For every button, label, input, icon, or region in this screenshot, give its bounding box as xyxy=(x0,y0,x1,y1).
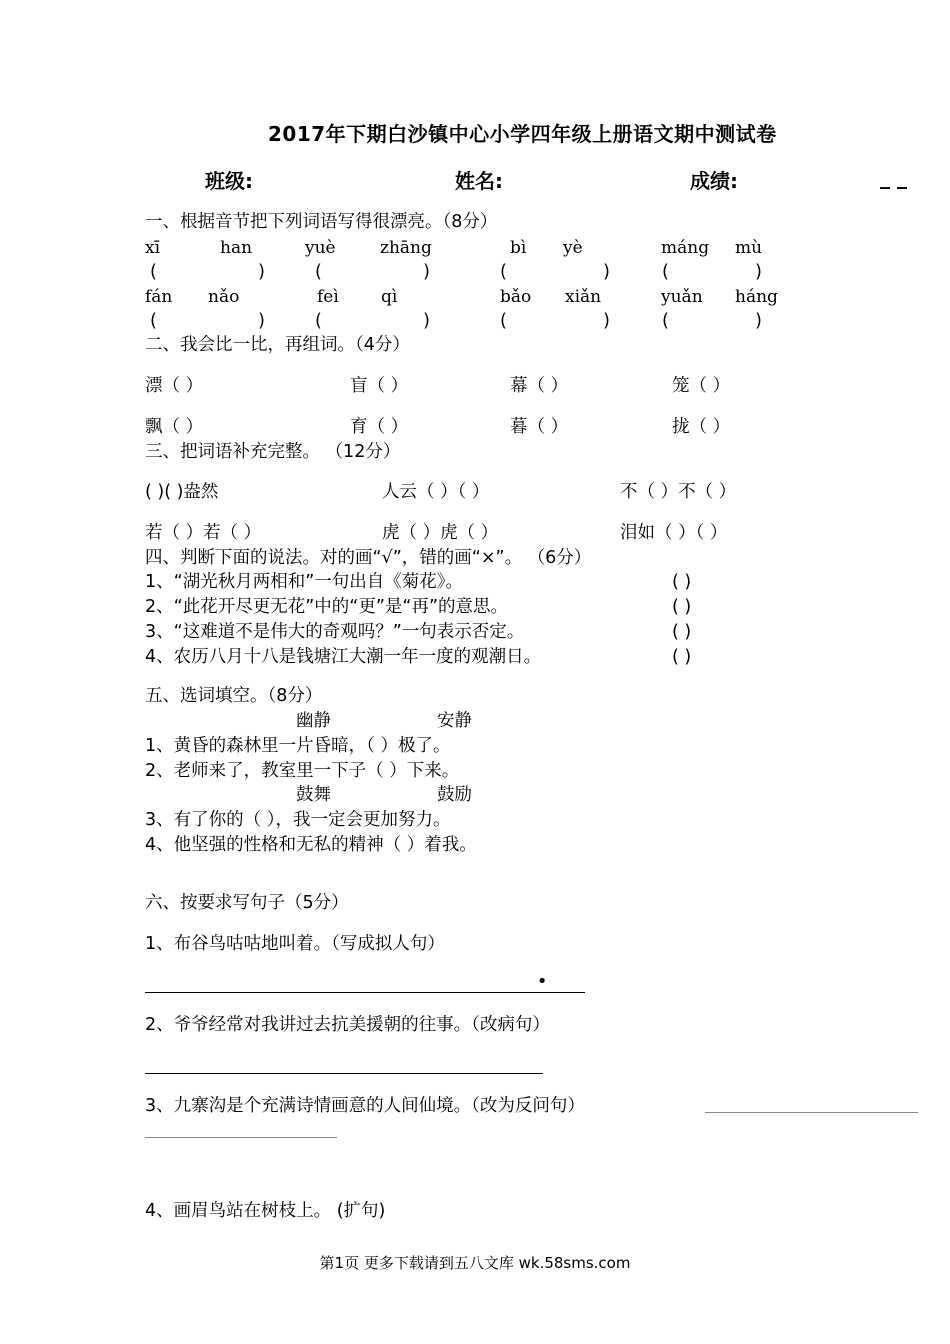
judgement-blank[interactable]: ( ) xyxy=(672,622,692,642)
pinyin: qì xyxy=(381,287,398,307)
fill-item[interactable]: 4、他坚强的性格和无私的精神（ ）着我。 xyxy=(145,835,477,855)
answer-blank[interactable]: ( ) xyxy=(662,311,762,331)
judgement-blank[interactable]: ( ) xyxy=(672,647,692,667)
judgement-item: 4、农历八月十八是钱塘江大潮一年一度的观潮日。 xyxy=(145,647,542,667)
answer-blank[interactable]: ( ) xyxy=(662,262,762,282)
pinyin: zhāng xyxy=(380,238,432,258)
answer-line[interactable] xyxy=(145,1137,337,1138)
char-compare[interactable]: 漂（ ） xyxy=(145,376,204,396)
section-6-title: 六、按要求写句子（5分） xyxy=(145,893,349,913)
answer-line[interactable] xyxy=(145,1073,543,1074)
char-compare[interactable]: 笼（ ） xyxy=(672,376,731,396)
rewrite-item: 1、布谷鸟咕咕地叫着。（写成拟人句） xyxy=(145,934,445,954)
idiom-blank[interactable]: 虎（ ）虎（ ） xyxy=(382,523,499,543)
pinyin: xiǎn xyxy=(565,287,602,307)
char-compare[interactable]: 育（ ） xyxy=(350,417,409,437)
idiom-blank[interactable]: 泪如（ ）（ ） xyxy=(620,523,728,543)
char-compare[interactable]: 飘（ ） xyxy=(145,417,204,437)
section-4-title: 四、判断下面的说法。对的画“√”，错的画“×”。 （6分） xyxy=(145,548,592,568)
answer-line[interactable] xyxy=(145,992,585,993)
pinyin: xī xyxy=(145,238,161,258)
header-dash: _ _ xyxy=(880,165,907,189)
answer-blank[interactable]: ( ) xyxy=(315,311,430,331)
pinyin: máng xyxy=(661,238,710,258)
idiom-blank[interactable]: 不（ ）不（ ） xyxy=(620,482,737,502)
fill-item[interactable]: 1、黄昏的森林里一片昏暗，（ ）极了。 xyxy=(145,736,451,756)
answer-blank[interactable]: ( ) xyxy=(150,311,265,331)
section-5-title: 五、选词填空。（8分） xyxy=(145,686,323,706)
pinyin: fán xyxy=(145,287,173,307)
word-choice: 鼓舞 xyxy=(296,785,331,805)
name-label: 姓名: xyxy=(455,169,503,193)
answer-blank[interactable]: ( ) xyxy=(315,262,430,282)
rewrite-item: 4、画眉鸟站在树枝上。 (扩句) xyxy=(145,1201,386,1221)
fill-item[interactable]: 3、有了你的（ ），我一定会更加努力。 xyxy=(145,810,451,830)
judgement-item: 1、“湖光秋月两相和”一句出自《菊花》。 xyxy=(145,572,464,592)
rewrite-item: 2、爷爷经常对我讲过去抗美援朝的往事。（改病句） xyxy=(145,1015,550,1035)
bullet-dot: • xyxy=(537,972,548,992)
word-choice: 幽静 xyxy=(296,711,331,731)
pinyin: háng xyxy=(735,287,778,307)
pinyin: yuǎn xyxy=(661,287,703,307)
judgement-blank[interactable]: ( ) xyxy=(672,597,692,617)
answer-line[interactable] xyxy=(705,1112,918,1113)
judgement-item: 3、“这难道不是伟大的奇观吗？”一句表示否定。 xyxy=(145,622,525,642)
char-compare[interactable]: 盲（ ） xyxy=(350,376,409,396)
char-compare[interactable]: 拢（ ） xyxy=(672,417,731,437)
pinyin: yè xyxy=(563,238,583,258)
idiom-blank[interactable]: 若（ ）若（ ） xyxy=(145,523,262,543)
fill-item[interactable]: 2、老师来了，教室里一下子（ ）下来。 xyxy=(145,761,460,781)
score-label: 成绩: xyxy=(690,169,738,193)
rewrite-item: 3、九寨沟是个充满诗情画意的人间仙境。（改为反问句） xyxy=(145,1096,585,1116)
idiom-blank[interactable]: ( )( )盎然 xyxy=(145,482,219,502)
word-choice: 安静 xyxy=(437,711,472,731)
pinyin: nǎo xyxy=(208,287,240,307)
char-compare[interactable]: 暮（ ） xyxy=(510,417,569,437)
judgement-item: 2、“此花开尽更无花”中的“更”是“再”的意思。 xyxy=(145,597,509,617)
class-label: 班级: xyxy=(205,169,253,193)
pinyin: han xyxy=(220,238,253,258)
pinyin: mù xyxy=(735,238,763,258)
idiom-blank[interactable]: 人云（ ）（ ） xyxy=(382,482,490,502)
page-title: 2017年下期白沙镇中心小学四年级上册语文期中测试卷 xyxy=(268,122,777,146)
page-footer: 第1页 更多下载请到五八文库 wk.58sms.com xyxy=(319,1254,631,1272)
answer-blank[interactable]: ( ) xyxy=(150,262,265,282)
word-choice: 鼓励 xyxy=(437,785,472,805)
section-3-title: 三、把词语补充完整。 （12分） xyxy=(145,442,401,462)
section-2-title: 二、我会比一比，再组词。（4分） xyxy=(145,335,410,355)
answer-blank[interactable]: ( ) xyxy=(500,262,610,282)
char-compare[interactable]: 幕（ ） xyxy=(510,376,569,396)
pinyin: feì xyxy=(317,287,339,307)
pinyin: bì xyxy=(510,238,527,258)
pinyin: bǎo xyxy=(500,287,532,307)
judgement-blank[interactable]: ( ) xyxy=(672,572,692,592)
section-1-title: 一、根据音节把下列词语写得很漂亮。（8分） xyxy=(145,212,498,232)
answer-blank[interactable]: ( ) xyxy=(500,311,610,331)
pinyin: yuè xyxy=(305,238,336,258)
